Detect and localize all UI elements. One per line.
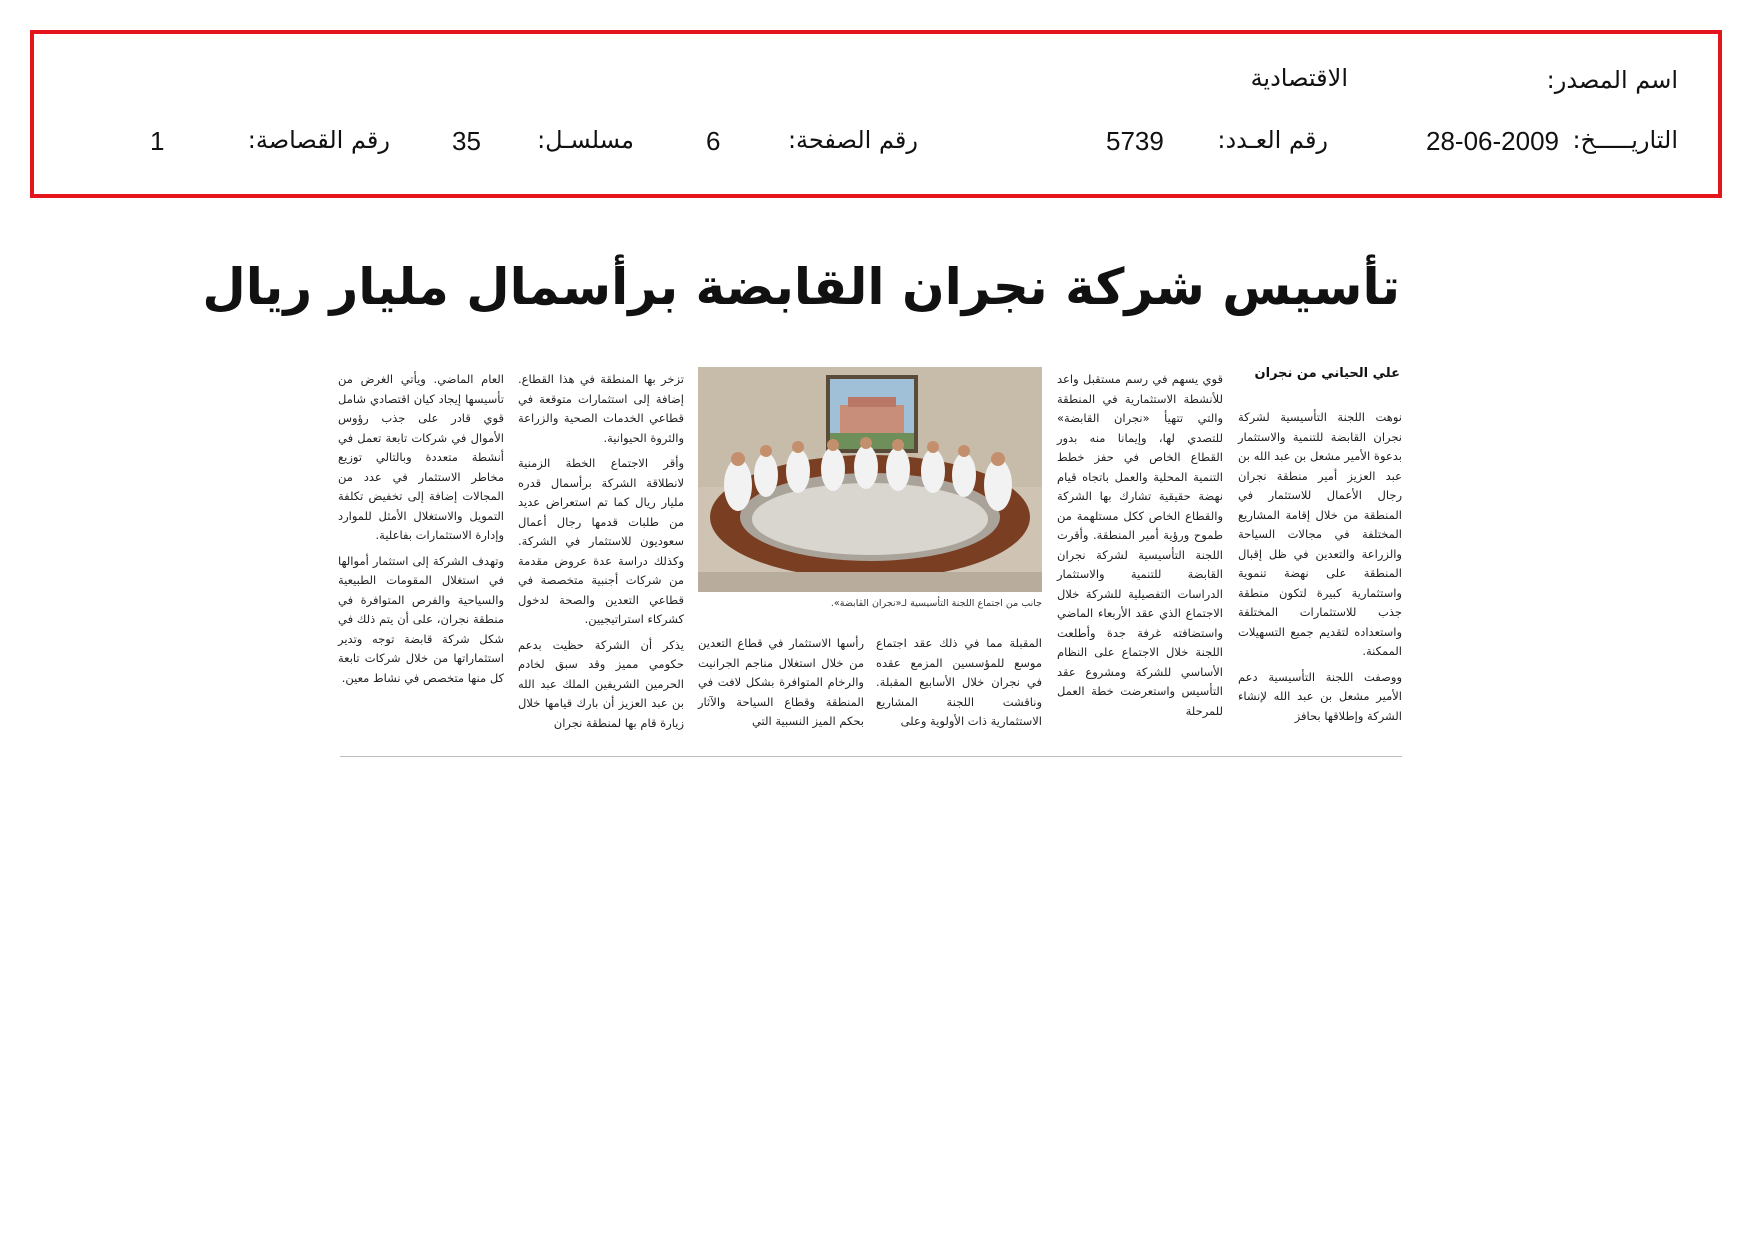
page-value: 6 xyxy=(706,126,721,156)
photo-caption: جانب من اجتماع اللجنة التأسيسية لـ«نجران القابضة». xyxy=(830,598,1042,609)
paragraph: العام الماضي. ويأتي الغرض من تأسيسها إيجاد كيان اقتصادي شامل قوي قادر على جذب رؤوس الأموال في شركات تابعة تعمل في أنشطة متعددة وبالتالي توزيع مخاطر الاستثمار في عدد من المجالات إضافة إلى تخفيض تكلفة التمويل والاستغلال الأمثل للموارد وإدارة الاستثمارات بفاعلية. xyxy=(338,372,504,542)
date-value: 28-06-2009 xyxy=(1426,126,1559,156)
article-column-1 xyxy=(1238,408,1402,732)
paragraph: تزخر بها المنطقة في هذا القطاع. إضافة إلى استثمارات متوقعة في قطاعي الخدمات الصحية والزراعة والثروة الحيوانية. xyxy=(518,372,684,445)
issue-value: 5739 xyxy=(1106,126,1164,156)
meeting-photo xyxy=(698,367,1042,592)
article-bottom-rule xyxy=(340,756,1402,757)
date-label: التاريـــــخ: xyxy=(1572,126,1678,154)
paragraph: وتهدف الشركة إلى استثمار أموالها في استغلال المقومات الطبيعية والسياحية والفرص المتوافرة في منطقة نجران، على أن يتم ذلك في شكل شركة قابضة توجه وتدير استثماراتها من خلال شركات تابعة كل منها متخصص في نشاط معين. xyxy=(338,553,504,685)
source-label: اسم المصدر: xyxy=(1546,66,1678,94)
article-byline: علي الحياني من نجران xyxy=(1254,366,1400,381)
paragraph: وأقر الاجتماع الخطة الزمنية لانطلاقة الشركة برأسمال قدره مليار ريال كما تم استعراض عديد من طلبات قدمها رجال أعمال سعوديون للاستثمار في الشركة. وكذلك دراسة عدة عروض مقدمة من شركات أجنبية متخصصة في قطاعي التعدين والصحة لدخول كشركاء استراتيجيين. xyxy=(518,456,684,626)
issue-label: رقم العـدد: xyxy=(1217,126,1328,154)
clipping-metadata-box xyxy=(30,30,1722,198)
paragraph: ووصفت اللجنة التأسيسية دعم الأمير مشعل بن عبد الله لإنشاء الشركة وإطلاقها بحافز xyxy=(1238,669,1402,723)
article-column-5 xyxy=(518,370,684,739)
paragraph: نوهت اللجنة التأسيسية لشركة نجران القابضة للتنمية والاستثمار بدعوة الأمير مشعل بن عبد الله بن عبد العزيز أمير منطقة نجران رجال الأعمال للاستثمار في المنطقة من خلال إقامة المشاريع المختلفة في مجالات السياحة والزراعة والتعدين في ظل إقبال المنطقة على نهضة تنموية واستثمارية كبيرة لتكون منطقة جذب للاستثمارات المختلفة واستعداده لتقديم جميع التسهيلات الممكنة. xyxy=(1238,410,1402,658)
source-value: الاقتصادية xyxy=(1250,64,1348,92)
serial-value: 35 xyxy=(452,126,481,156)
article-column-2 xyxy=(1057,370,1223,727)
article-column-3 xyxy=(876,634,1042,738)
page-label: رقم الصفحة: xyxy=(787,126,918,154)
clip-value: 1 xyxy=(150,126,165,156)
article-column-6 xyxy=(338,370,504,694)
meeting-photo-illustration xyxy=(698,367,1042,592)
paragraph: المقبلة مما في ذلك عقد اجتماع موسع للمؤسسين المزمع عقده في نجران خلال الأسابيع المقبلة. وناقشت اللجنة المشاريع الاستثمارية ذات الأولوية وعلى xyxy=(876,636,1042,728)
article-headline: تأسيس شركة نجران القابضة برأسمال مليار ريال xyxy=(202,258,1400,316)
article-column-4 xyxy=(698,634,864,738)
paragraph: قوي يسهم في رسم مستقبل واعد للأنشطة الاستثمارية في المنطقة والتي تتهيأ «نجران القابضة» للتصدي لها، وإيمانا منه بدور القطاع الخاص في حفز خطط التنمية المحلية والعمل باتجاه قيام نهضة حقيقية تشارك بها الشركة والقطاع الخاص ككل مستلهمة من طموح ورؤية أمير المنطقة. وأقرت اللجنة التأسيسية لشركة نجران القابضة للتنمية والاستثمار الدراسات التفصيلية للشركة خلال الاجتماع الذي عقد الأربعاء الماضي واستضافته غرفة جدة وأطلعت اللجنة خلال الاجتماع على النظام الأساسي للشركة ومشروع عقد التأسيس واستعرضت خطة العمل للمرحلة xyxy=(1057,372,1223,718)
clip-label: رقم القصاصة: xyxy=(247,126,390,154)
paragraph: رأسها الاستثمار في قطاع التعدين من خلال استغلال مناجم الجرانيت والرخام المتوافرة بشكل لافت في المنطقة وقطاع السياحة والآثار بحكم الميز النسبية التي xyxy=(698,636,864,728)
serial-label: مسلسـل: xyxy=(537,126,634,154)
paragraph: يذكر أن الشركة حظيت بدعم حكومي مميز وقد سبق لخادم الحرمين الشريفين الملك عبد الله بن عبد العزيز أن بارك قيامها خلال زيارة قام بها لمنطقة نجران xyxy=(518,637,684,730)
